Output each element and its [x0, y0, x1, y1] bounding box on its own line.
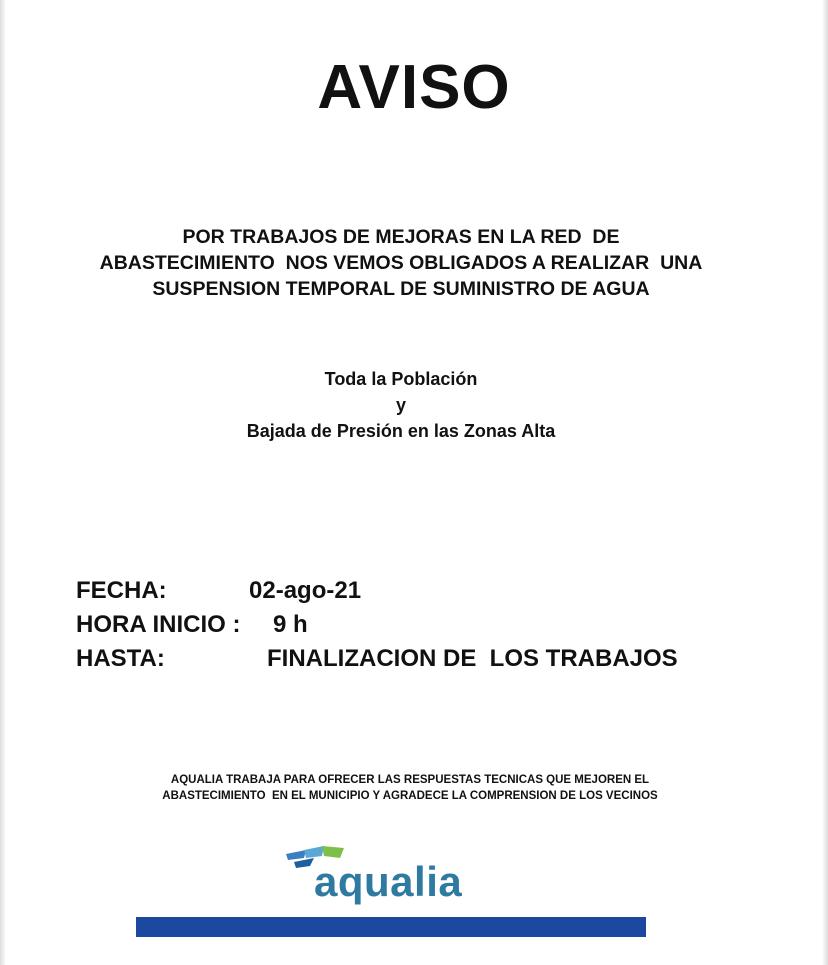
fecha-value: 02-ago-21 [249, 577, 362, 604]
hora-label: HORA INICIO : [76, 611, 241, 638]
page-edge-right [822, 0, 828, 965]
intro-line-1: POR TRABAJOS DE MEJORAS EN LA RED DE [182, 226, 620, 248]
fecha-row [76, 574, 796, 608]
footer-note [60, 772, 760, 804]
brand-bar [136, 917, 646, 937]
intro-line-3: SUSPENSION TEMPORAL DE SUMINISTRO DE AGUA [152, 278, 650, 300]
fecha-label: FECHA: [76, 577, 167, 604]
notice-title: AVISO [317, 53, 511, 122]
scope-line-3: Bajada de Presión en las Zonas Alta [246, 421, 556, 441]
footer-line-2: ABASTECIMIENTO EN EL MUNICIPIO Y AGRADECE LA COMPRENSION DE LOS VECINOS [162, 790, 658, 802]
affected-scope [0, 366, 802, 444]
scope-line-1: Toda la Población [324, 369, 478, 389]
notice-intro [40, 224, 762, 302]
page-edge-left [0, 0, 6, 965]
scope-line-2: y [395, 395, 406, 415]
hora-row [76, 608, 796, 642]
footer-line-1: AQUALIA TRABAJA PARA OFRECER LAS RESPUESTAS TECNICAS QUE MEJOREN EL [170, 774, 650, 786]
hasta-row [76, 642, 796, 676]
hora-value: 9 h [273, 611, 308, 638]
schedule-details [76, 574, 796, 676]
hasta-label: HASTA: [76, 645, 165, 672]
intro-line-2: ABASTECIMIENTO NOS VEMOS OBLIGADOS A REALIZAR UNA [99, 252, 703, 274]
hasta-value: FINALIZACION DE LOS TRABAJOS [267, 645, 678, 672]
logo-text: aqualia [314, 858, 463, 905]
aqualia-logo [284, 844, 504, 914]
